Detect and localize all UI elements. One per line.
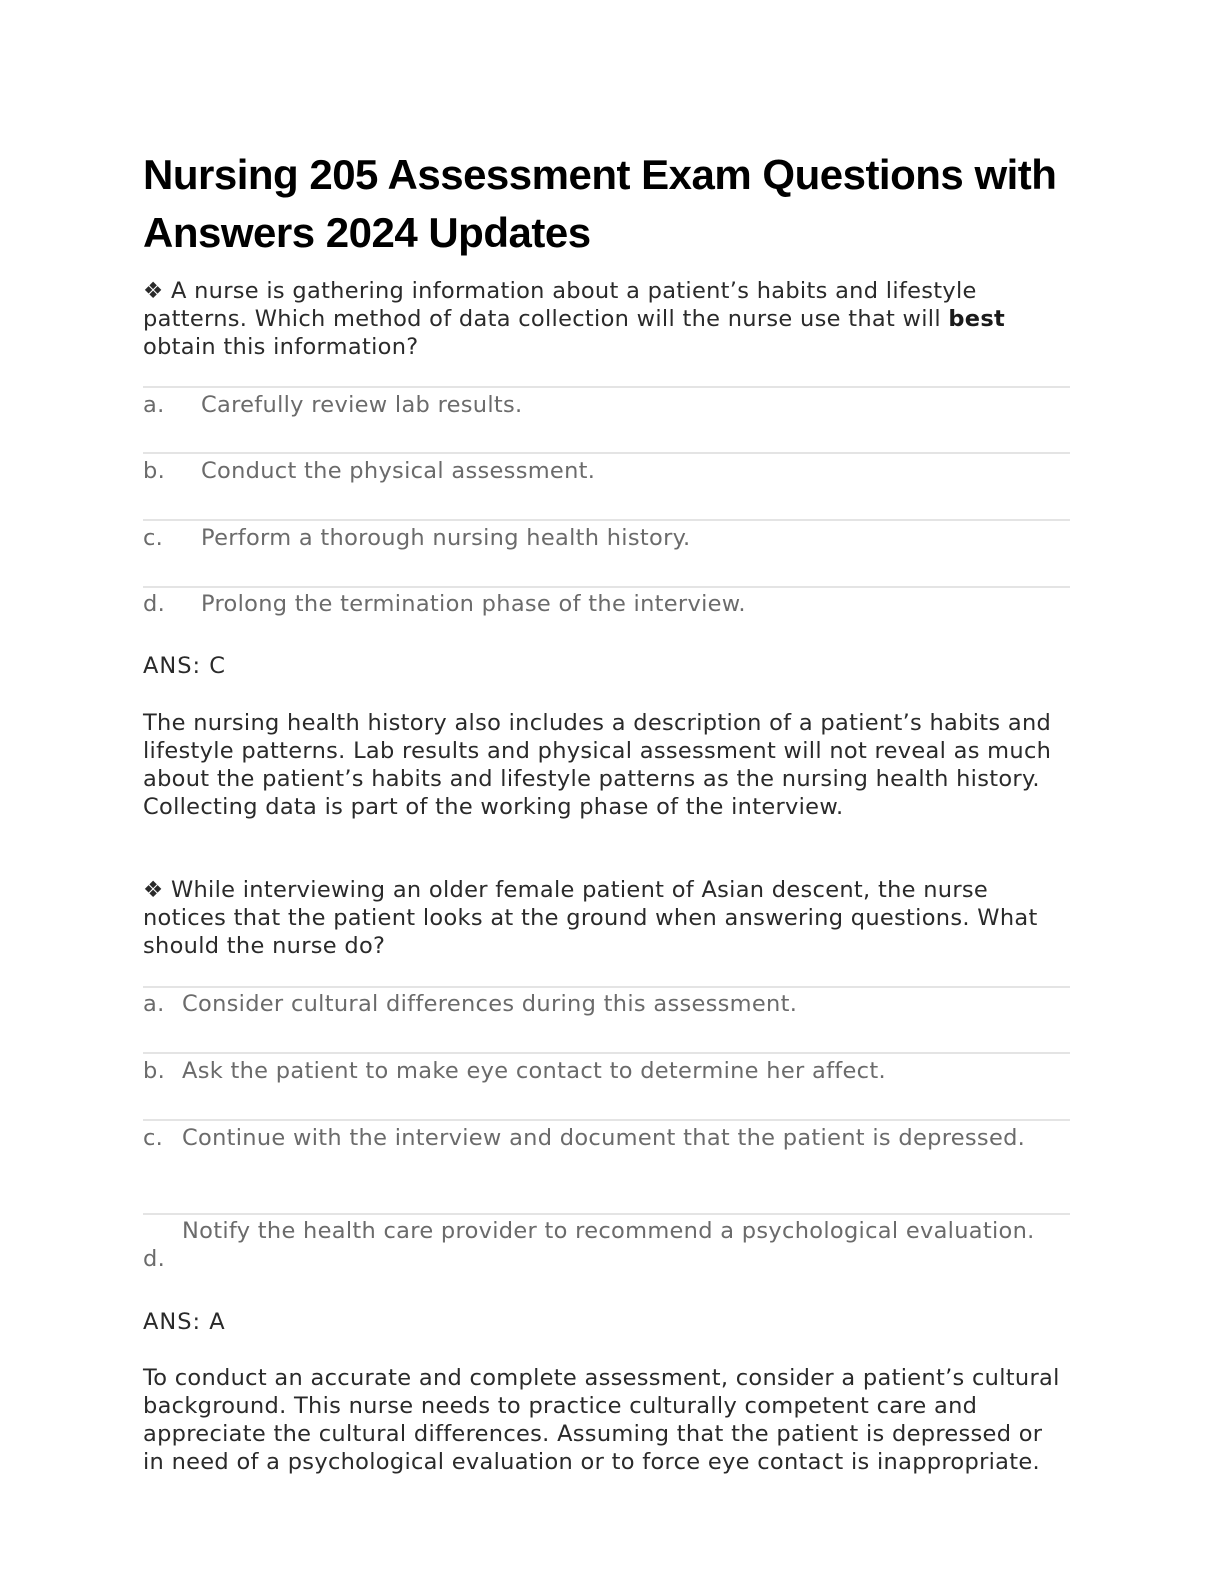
question-2-option-b bbox=[143, 1052, 1070, 1084]
option-text: Notify the health care provider to recommend a psychological evaluation. bbox=[182, 1218, 1035, 1244]
option-letter: a. bbox=[143, 991, 165, 1017]
document-title: Nursing 205 Assessment Exam Questions with Answers 2024 Updates bbox=[143, 151, 1057, 256]
option-letter: c. bbox=[143, 525, 164, 551]
option-letter: a. bbox=[143, 392, 165, 418]
question-2-option-c bbox=[143, 1119, 1070, 1151]
option-letter: c. bbox=[143, 1125, 164, 1151]
question-1-rationale: The nursing health history also includes a description of a patient’s habits and lifestyle patterns. Lab results and physical assessment will not reveal as much about the patient’s habits and lifestyle patterns as the nursing health history. Collecting data is part of the working phase of the interview. bbox=[143, 710, 1052, 820]
option-letter: d. bbox=[143, 591, 166, 617]
option-letter: d. bbox=[143, 1246, 166, 1272]
question-2-text: While interviewing an older female patient of Asian descent, the nurse notices that the patient looks at the ground when answering questions. What should the nurse do? bbox=[143, 877, 1038, 959]
question-1-text-before: A nurse is gathering information about a patient’s habits and lifestyle patterns. Which method of data collection will the nurse use that will bbox=[143, 278, 977, 332]
option-text: Ask the patient to make eye contact to determine her affect. bbox=[182, 1058, 886, 1084]
question-2-stem bbox=[143, 876, 1070, 960]
diamond-bullet-icon: ❖ bbox=[143, 278, 164, 304]
option-letter: b. bbox=[143, 1058, 166, 1084]
option-text: Conduct the physical assessment. bbox=[201, 458, 596, 484]
question-1-stem bbox=[143, 277, 1070, 361]
option-text: Perform a thorough nursing health history. bbox=[201, 525, 691, 551]
question-1-text-after: obtain this information? bbox=[143, 334, 419, 360]
question-1-option-d bbox=[143, 586, 1070, 617]
question-2-option-a bbox=[143, 986, 1070, 1017]
question-1-option-c bbox=[143, 519, 1070, 551]
option-text: Carefully review lab results. bbox=[201, 392, 523, 418]
question-2-option-d bbox=[143, 1213, 1070, 1272]
question-1-option-b bbox=[143, 452, 1070, 484]
question-1-option-a bbox=[143, 386, 1070, 418]
option-text: Consider cultural differences during this assessment. bbox=[182, 991, 798, 1017]
option-text: Prolong the termination phase of the interview. bbox=[201, 591, 746, 617]
question-1-answer: ANS: C bbox=[143, 653, 226, 679]
question-2-answer: ANS: A bbox=[143, 1309, 226, 1335]
question-1-emphasis: best bbox=[948, 306, 1006, 332]
option-text: Continue with the interview and document that the patient is depressed. bbox=[182, 1125, 1026, 1151]
option-letter: b. bbox=[143, 458, 166, 484]
diamond-bullet-icon: ❖ bbox=[143, 877, 164, 903]
question-2-rationale: To conduct an accurate and complete assessment, consider a patient’s cultural background. This nurse needs to practice culturally competent care and appreciate the cultural differences. Assuming that the patient is depressed or in need of a psychological evaluation or to force eye contact is inappropriate. bbox=[143, 1365, 1060, 1475]
